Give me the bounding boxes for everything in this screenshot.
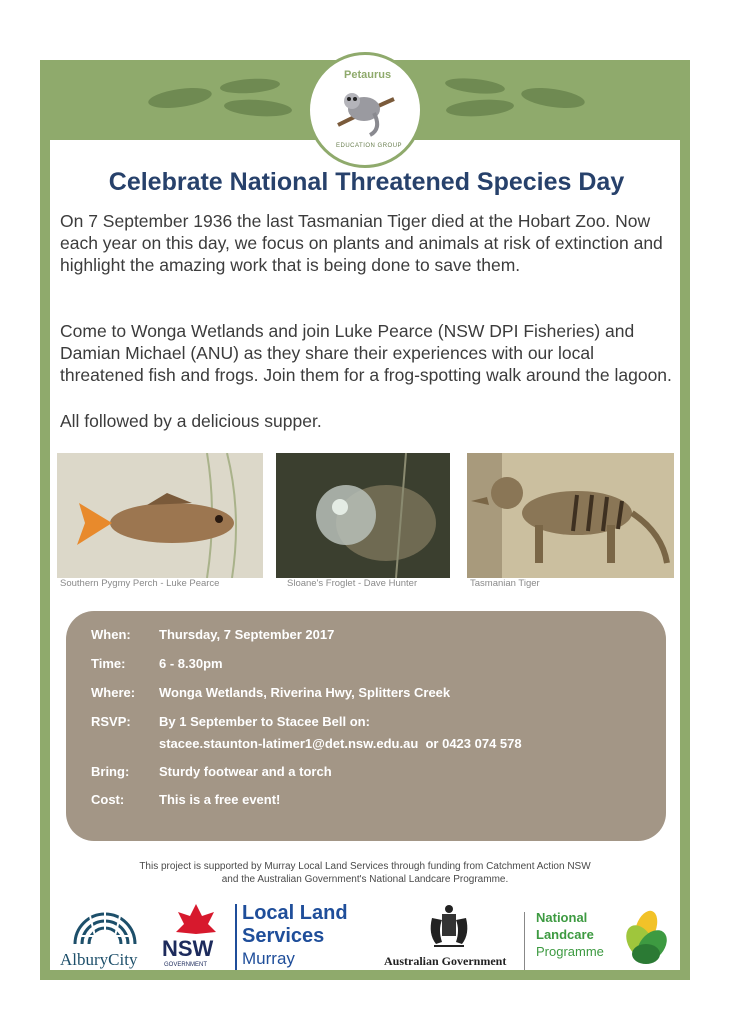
- fish-photo: [57, 453, 263, 578]
- fish-caption: Southern Pygmy Perch - Luke Pearce: [60, 578, 220, 589]
- support-line-2: and the Australian Government's National Landcare Programme.: [221, 874, 509, 885]
- lls-line-1: Local Land: [242, 902, 348, 924]
- nlp-line-2: Landcare: [536, 927, 594, 942]
- sponsor-logos: [50, 900, 680, 975]
- local-land-services-logo: [242, 902, 382, 974]
- leaves-right-icon: [435, 72, 595, 132]
- support-line-1: This project is supported by Murray Local Land Services through funding from Catchment Action NSW: [139, 861, 591, 872]
- albury-arch-icon: [70, 906, 140, 946]
- lls-divider: [235, 904, 237, 970]
- tasmanian-tiger-icon: [467, 453, 674, 578]
- glider-icon: [332, 85, 398, 141]
- froglet-caption: Sloane's Froglet - Dave Hunter: [287, 578, 418, 589]
- coat-of-arms-icon: [426, 904, 472, 948]
- nsw-text: NSW: [162, 936, 214, 961]
- bring-label: Bring:: [91, 764, 130, 779]
- when-label: When:: [91, 627, 131, 642]
- pygmy-perch-icon: [57, 453, 263, 578]
- froglet-icon: [276, 453, 450, 578]
- lls-line-2: Services: [242, 925, 325, 947]
- rsvp-contact[interactable]: stacee.staunton-latimer1@det.nsw.edu.au or 0423 074 578: [159, 736, 522, 751]
- nsw-government-text: GOVERNMENT: [164, 962, 208, 968]
- australian-government-logo: [384, 904, 514, 974]
- logo-subtitle: EDUCATION GROUP: [336, 143, 403, 149]
- nlp-divider: [524, 912, 525, 970]
- nlp-line-1: National: [536, 910, 588, 925]
- rsvp-value: By 1 September to Stacee Bell on:: [159, 714, 370, 729]
- when-value: Thursday, 7 September 2017: [159, 627, 335, 642]
- tiger-caption: Tasmanian Tiger: [470, 578, 540, 589]
- intro-paragraph-2: Come to Wonga Wetlands and join Luke Pearce (NSW DPI Fisheries) and Damian Michael (ANU) as they share their experiences with our local threatened fish and frogs. Join them for a frog-spotting walk around the lagoon.: [60, 321, 672, 385]
- cost-label: Cost:: [91, 792, 125, 807]
- time-label: Time:: [91, 656, 126, 671]
- where-label: Where:: [91, 685, 136, 700]
- where-value: Wonga Wetlands, Riverina Hwy, Splitters Creek: [159, 685, 451, 700]
- ausgov-text: Australian Government: [384, 954, 507, 968]
- landcare-leaves-icon: [618, 910, 674, 970]
- leaves-left-icon: [140, 72, 300, 132]
- intro-paragraph-1: On 7 September 1936 the last Tasmanian Tiger died at the Hobart Zoo. Now each year on this day, we focus on plants and animals at risk of extinction and highlight the amazing work that is being done to save them.: [60, 211, 663, 275]
- nsw-government-logo: [162, 902, 232, 974]
- national-landcare-logo: [530, 910, 680, 974]
- intro-paragraph-3: All followed by a delicious supper.: [60, 411, 322, 431]
- logo-name: Petaurus: [344, 69, 392, 81]
- bring-value: Sturdy footwear and a torch: [159, 764, 332, 779]
- nlp-line-3: Programme: [536, 944, 604, 959]
- petaurus-logo: [307, 52, 423, 168]
- cost-value: This is a free event!: [159, 792, 281, 807]
- event-details-box: [66, 611, 666, 841]
- albury-city-logo: [60, 906, 150, 974]
- lls-line-3: Murray: [242, 949, 295, 968]
- thylacine-photo: [467, 453, 674, 578]
- page-title: Celebrate National Threatened Species Day: [108, 168, 625, 196]
- albury-city-name: AlburyCity: [60, 950, 138, 969]
- support-statement: [50, 860, 680, 886]
- frog-egg-photo: [276, 453, 450, 578]
- rsvp-label: RSVP:: [91, 714, 131, 729]
- time-value: 6 - 8.30pm: [159, 656, 223, 671]
- waratah-icon: [174, 902, 218, 936]
